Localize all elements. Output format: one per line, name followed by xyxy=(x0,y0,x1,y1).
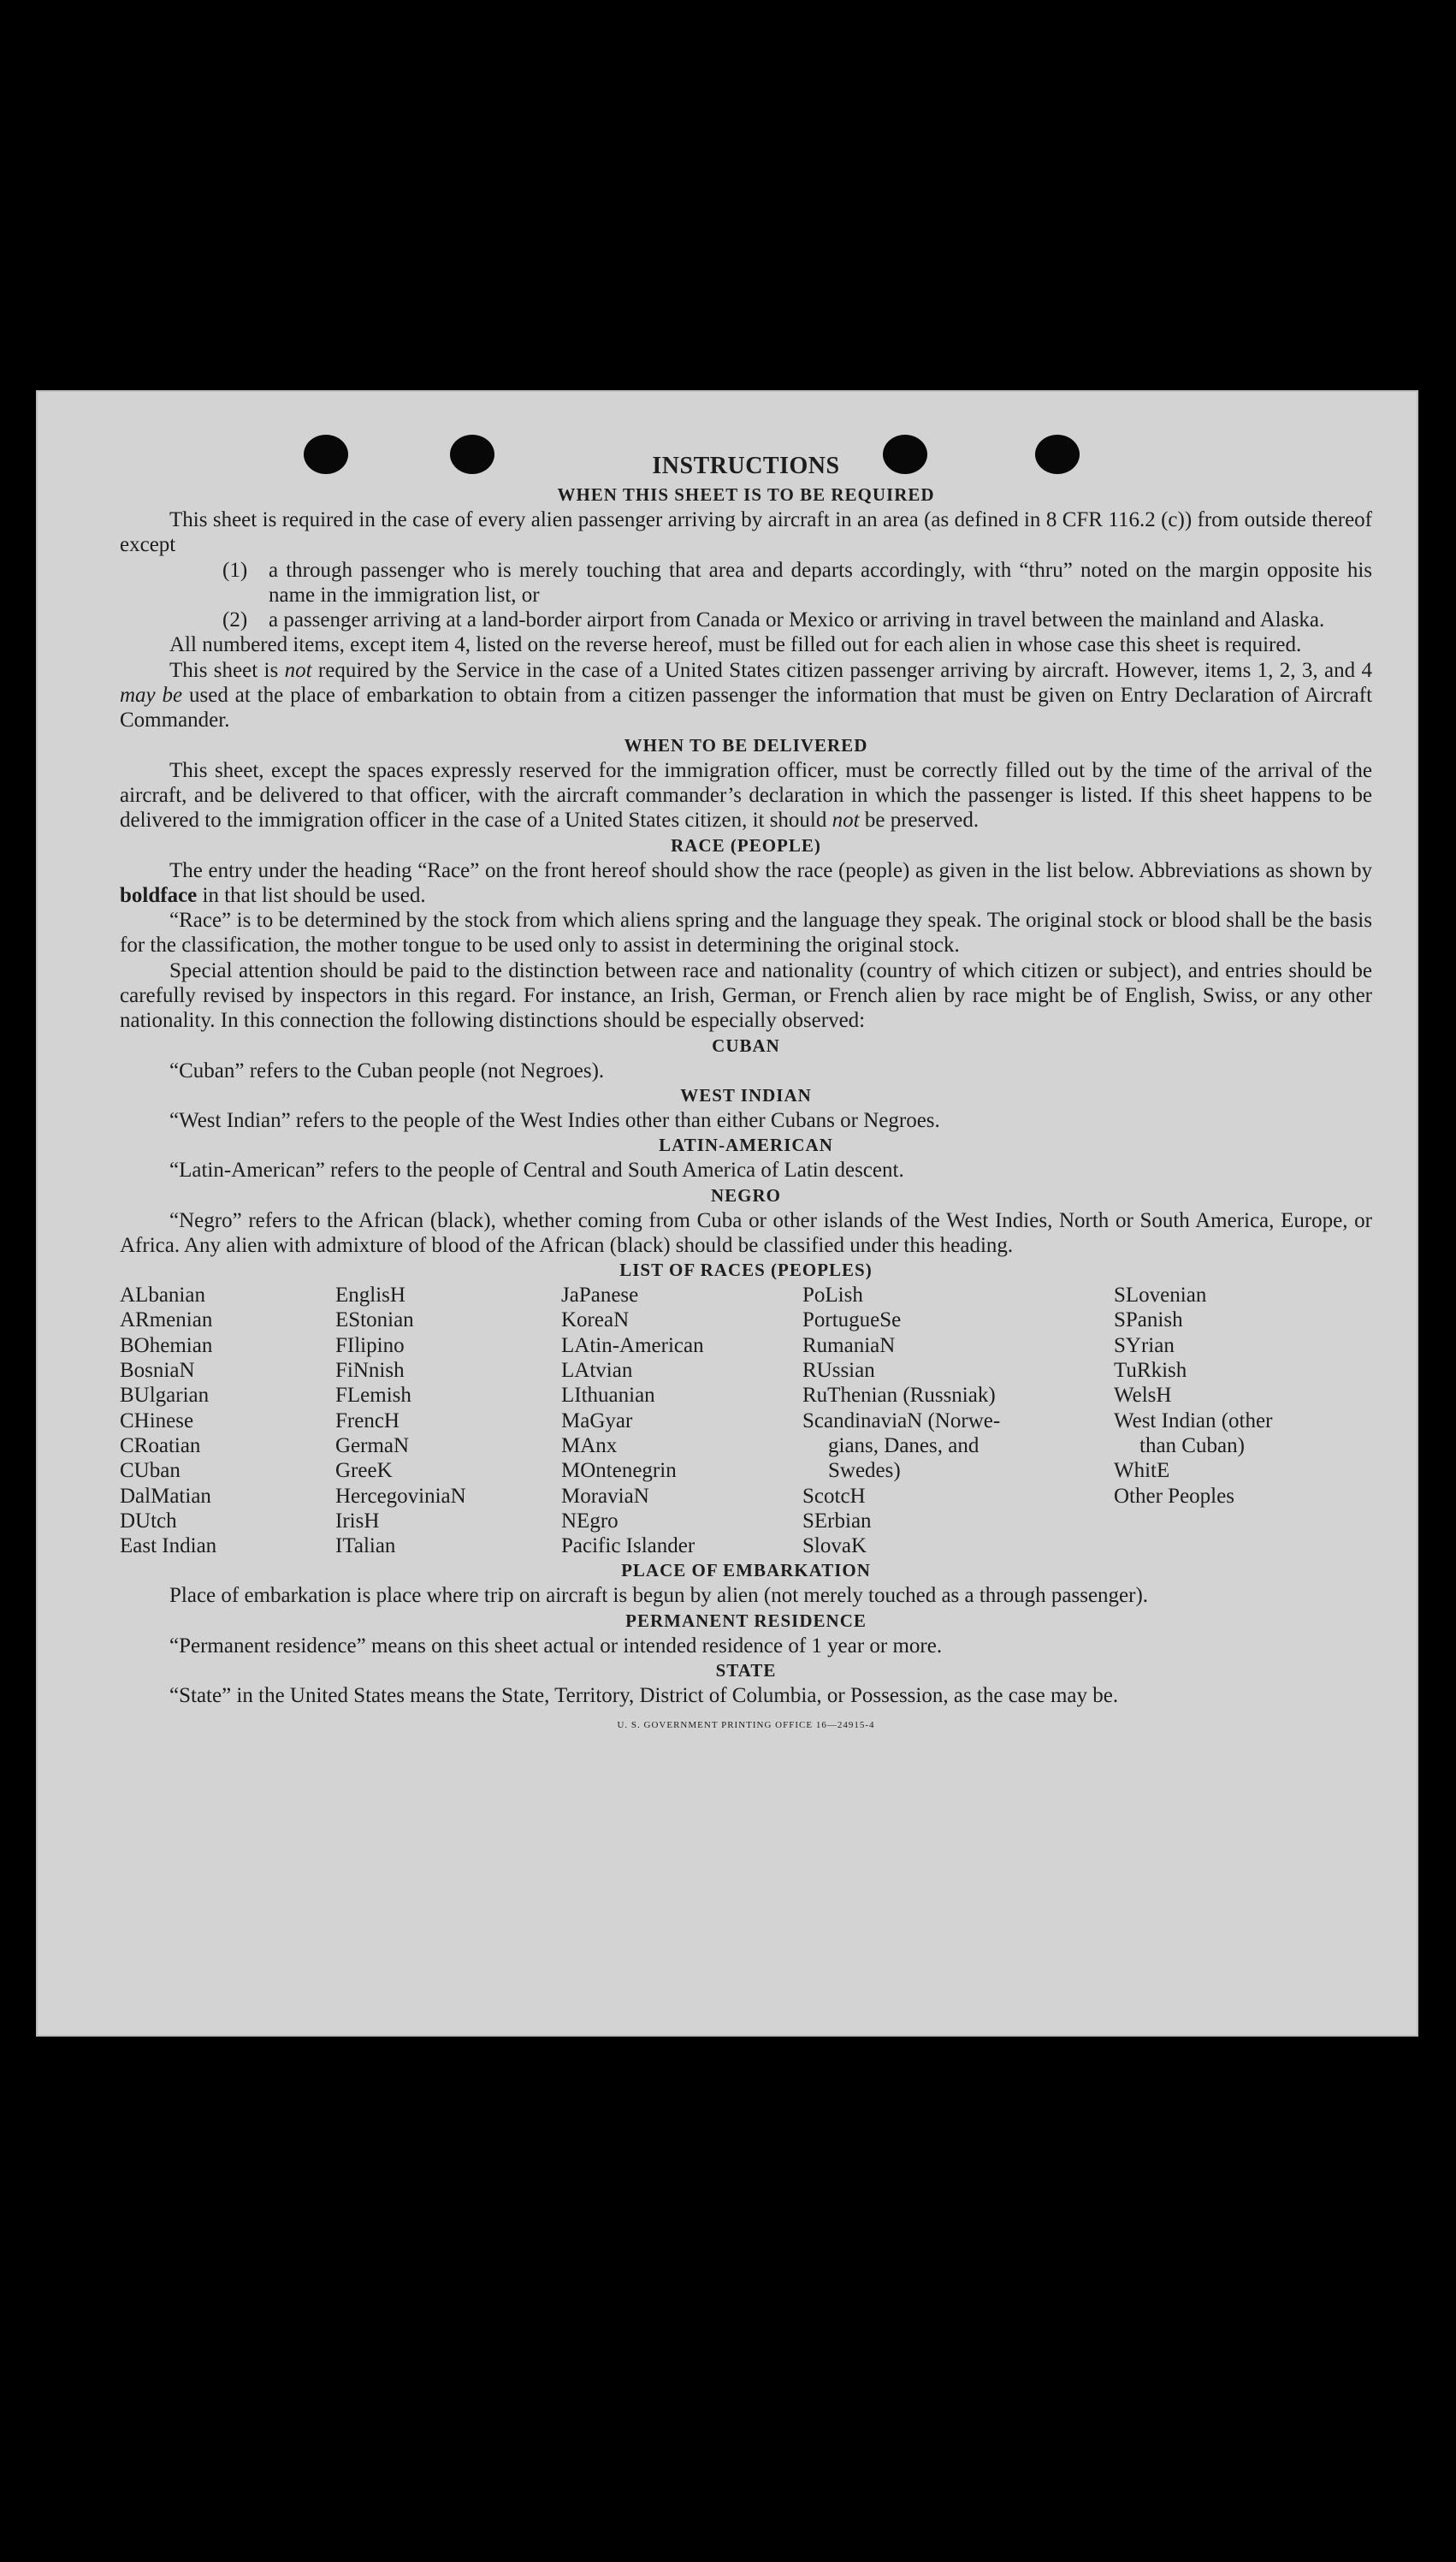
races-column xyxy=(120,1283,335,1558)
paragraph: “Permanent residence” means on this sheet actual or intended residence of 1 year or more. xyxy=(169,1634,943,1658)
race-entry: Other Peoples xyxy=(1114,1484,1234,1508)
heading-latin-american: LATIN-AMERICAN xyxy=(659,1135,833,1156)
document-page xyxy=(36,390,1418,2037)
race-entry: LAtin-American xyxy=(561,1333,704,1357)
race-entry: Swedes) xyxy=(828,1459,901,1483)
race-entry: gians, Danes, and xyxy=(828,1433,980,1457)
race-entry: CRoatian xyxy=(120,1433,201,1457)
paragraph: “West Indian” refers to the people of the West Indies other than either Cubans or Negroes. xyxy=(169,1108,940,1132)
race-entry: RUssian xyxy=(802,1359,875,1383)
race-entry: SYrian xyxy=(1114,1333,1175,1357)
race-entry: BosniaN xyxy=(120,1359,195,1383)
race-entry: SErbian xyxy=(802,1509,872,1533)
paragraph: This sheet is not required by the Service in the case of a United States citizen passenger arriving by aircraft. However, items 1, 2, 3, and 4 may be used at the place of embarkation to obtain from a citizen passenger the information that must be given on Entry Declaration of Aircraft Commander. xyxy=(120,658,1373,732)
race-entry: WhitE xyxy=(1114,1459,1170,1483)
races-column xyxy=(1114,1283,1336,1558)
race-entry: RuThenian (Russniak) xyxy=(802,1384,996,1408)
race-entry: FrencH xyxy=(335,1409,400,1432)
paragraph: This sheet is required in the case of every alien passenger arriving by aircraft in an area (as defined in 8 CFR 116.2 (c)) from outside thereof except xyxy=(120,508,1372,557)
heading-state: STATE xyxy=(715,1659,777,1681)
race-entry: BOhemian xyxy=(120,1333,213,1357)
race-entry: MAnx xyxy=(561,1433,618,1457)
race-entry: FIlipino xyxy=(335,1333,405,1357)
race-entry: ALbanian xyxy=(120,1284,205,1308)
heading-west-indian: WEST INDIAN xyxy=(680,1084,812,1106)
list-item xyxy=(222,558,1372,608)
race-entry: JaPanese xyxy=(561,1284,639,1308)
race-entry: KoreaN xyxy=(561,1308,630,1332)
race-entry: East Indian xyxy=(120,1534,217,1558)
race-entry: MOntenegrin xyxy=(561,1459,677,1483)
race-entry: EStonian xyxy=(335,1308,414,1332)
race-entry: DalMatian xyxy=(120,1484,211,1508)
paragraph: “State” in the United States means the State, Territory, District of Columbia, or Possession, as the case may be. xyxy=(169,1683,1119,1707)
race-entry: than Cuban) xyxy=(1139,1433,1245,1457)
race-entry: RumaniaN xyxy=(802,1333,896,1357)
race-entry: CUban xyxy=(120,1459,181,1483)
race-entry: BUlgarian xyxy=(120,1384,210,1408)
race-entry: ITalian xyxy=(335,1534,396,1558)
printer-imprint: U. S. GOVERNMENT PRINTING OFFICE 16—24915-4 xyxy=(617,1720,875,1731)
race-entry: SLovenian xyxy=(1114,1284,1207,1308)
heading-race: RACE (PEOPLE) xyxy=(671,834,821,856)
heading-when-delivered: WHEN TO BE DELIVERED xyxy=(624,734,868,756)
list-item xyxy=(222,608,1372,632)
heading-cuban: CUBAN xyxy=(712,1035,780,1056)
race-entry: PoLish xyxy=(802,1284,863,1308)
race-entry: MoraviaN xyxy=(561,1484,649,1508)
race-entry: LAtvian xyxy=(561,1359,633,1383)
race-entry: WelsH xyxy=(1114,1384,1172,1408)
races-column xyxy=(335,1283,561,1558)
race-entry: MaGyar xyxy=(561,1409,633,1432)
paragraph: “Latin-American” refers to the people of Central and South America of Latin descent. xyxy=(169,1159,904,1183)
heading-embarkation: PLACE OF EMBARKATION xyxy=(621,1560,871,1581)
paragraph: “Cuban” refers to the Cuban people (not Negroes). xyxy=(169,1059,605,1082)
race-entry: NEgro xyxy=(561,1509,619,1533)
heading-when-required: WHEN THIS SHEET IS TO BE REQUIRED xyxy=(557,484,935,505)
race-entry: Pacific Islander xyxy=(561,1534,695,1558)
race-entry: West Indian (other xyxy=(1114,1409,1273,1432)
race-entry: HercegoviniaN xyxy=(335,1484,466,1508)
item-text: a through passenger who is merely touching that area and departs accordingly, with “thru” noted on the margin opposite his name in the immigration list, or xyxy=(269,558,1372,607)
race-entry: SPanish xyxy=(1114,1308,1183,1332)
race-entry: TuRkish xyxy=(1114,1359,1187,1383)
heading-races-list: LIST OF RACES (PEOPLES) xyxy=(619,1260,873,1281)
race-entry: PortugueSe xyxy=(802,1308,902,1332)
race-entry: CHinese xyxy=(120,1409,194,1432)
paragraph: “Negro” refers to the African (black), whether coming from Cuba or other islands of the West Indies, North or South America, Europe, or Africa. Any alien with admixture of blood of the African (black) should be classified under this heading. xyxy=(120,1208,1372,1257)
heading-residence: PERMANENT RESIDENCE xyxy=(625,1610,867,1631)
paragraph: “Race” is to be determined by the stock from which aliens spring and the language they speak. The original stock or blood shall be the basis for the classification, the mother tongue to be used only to assist in determining the original stock. xyxy=(120,909,1372,958)
paragraph: The entry under the heading “Race” on the front hereof should show the race (people) as given in the list below. Abbreviations as shown by boldface in that list should be used. xyxy=(120,858,1372,907)
page-title: INSTRUCTIONS xyxy=(652,453,840,479)
races-column xyxy=(802,1283,1114,1558)
race-entry: EnglisH xyxy=(335,1284,405,1308)
race-entry: FLemish xyxy=(335,1384,411,1408)
race-entry: GermaN xyxy=(335,1433,410,1457)
race-entry: GreeK xyxy=(335,1459,393,1483)
races-list xyxy=(120,1283,1372,1558)
race-entry: IrisH xyxy=(335,1509,380,1533)
race-entry: DUtch xyxy=(120,1509,177,1533)
paragraph: Special attention should be paid to the distinction between race and nationality (country of which citizen or subject), and entries should be carefully revised by inspectors in this regard. For instance, an Irish, German, or French alien by race might be of English, Swiss, or any other nationality. In this connection the following distinctions should be especially observed: xyxy=(120,958,1372,1033)
race-entry: SlovaK xyxy=(802,1534,867,1558)
item-number: (1) xyxy=(222,558,248,582)
heading-negro: NEGRO xyxy=(710,1184,781,1206)
race-entry: FiNnish xyxy=(335,1359,405,1383)
race-entry: ScandinaviaN (Norwe- xyxy=(802,1409,1001,1432)
document-content xyxy=(120,452,1372,1739)
paragraph: Place of embarkation is place where trip on aircraft is begun by alien (not merely touched as a through passenger). xyxy=(169,1584,1149,1608)
item-text: a passenger arriving at a land-border airport from Canada or Mexico or arriving in travel between the mainland and Alaska. xyxy=(269,608,1325,632)
race-entry: LIthuanian xyxy=(561,1384,655,1408)
race-entry: ARmenian xyxy=(120,1308,213,1332)
races-column xyxy=(561,1283,802,1558)
item-number: (2) xyxy=(222,608,248,632)
race-entry: ScotcH xyxy=(802,1484,866,1508)
paragraph: All numbered items, except item 4, listed on the reverse hereof, must be filled out for each alien in whose case this sheet is required. xyxy=(169,633,1302,657)
paragraph: This sheet, except the spaces expressly reserved for the immigration officer, must be correctly filled out by the time of the arrival of the aircraft, and be delivered to that officer, with the aircraft commander’s declaration in which the passenger is listed. If this sheet happens to be delivered to the immigration officer in the case of a United States citizen, it should not be preserved. xyxy=(120,758,1372,833)
